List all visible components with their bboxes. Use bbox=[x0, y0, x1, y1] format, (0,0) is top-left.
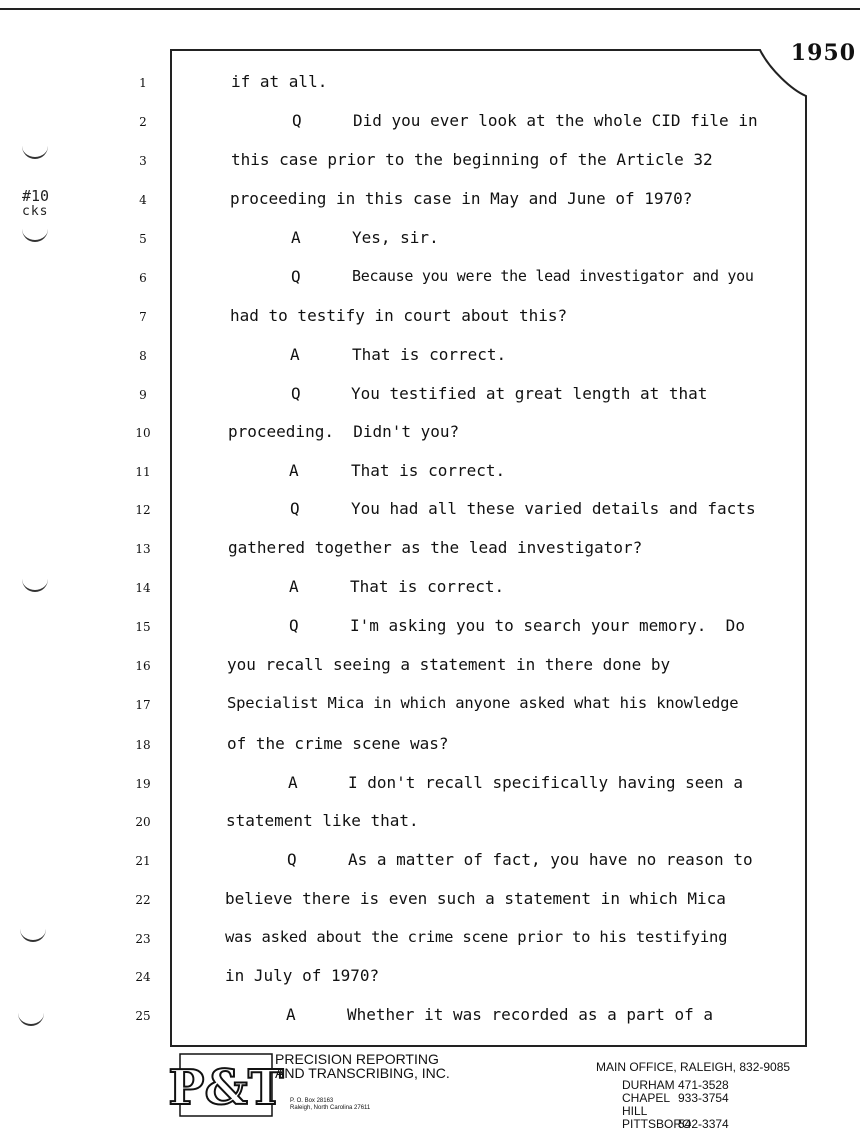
company-address bbox=[290, 1098, 370, 1112]
transcript-line bbox=[0, 889, 860, 913]
speaker-label: Q bbox=[290, 499, 300, 518]
line-text: if at all. bbox=[231, 72, 328, 91]
transcript-line bbox=[0, 616, 860, 640]
line-number: 4 bbox=[139, 193, 147, 207]
speaker-label: A bbox=[289, 577, 299, 596]
line-number: 18 bbox=[135, 738, 151, 752]
line-text: Because you were the lead investigator and you bbox=[352, 267, 754, 285]
main-office: MAIN OFFICE, RALEIGH, 832-9085 bbox=[596, 1060, 791, 1074]
line-number: 5 bbox=[139, 232, 147, 246]
transcript-line bbox=[0, 538, 860, 562]
transcript-line bbox=[0, 150, 860, 174]
branch-phone: 471-3528 bbox=[678, 1078, 729, 1092]
line-number: 12 bbox=[135, 503, 151, 517]
transcript-line bbox=[0, 655, 860, 679]
margin-note-line1: #10 bbox=[22, 187, 50, 205]
line-text: Yes, sir. bbox=[352, 228, 439, 247]
top-rule bbox=[0, 8, 860, 10]
line-text: believe there is even such a statement in which Mica bbox=[225, 889, 726, 908]
transcript-line bbox=[0, 928, 860, 952]
company-name-line2: AND TRANSCRIBING, INC. bbox=[275, 1065, 450, 1081]
line-number: 21 bbox=[135, 854, 151, 868]
line-text: had to testify in court about this? bbox=[230, 306, 568, 325]
speaker-label: Q bbox=[289, 616, 299, 635]
line-number: 17 bbox=[135, 698, 151, 712]
line-number: 16 bbox=[135, 659, 151, 673]
branch-phone: 542-3374 bbox=[678, 1117, 729, 1131]
line-text: As a matter of fact, you have no reason to bbox=[348, 850, 753, 869]
page-number: 1950 bbox=[790, 40, 856, 66]
speaker-label: Q bbox=[292, 111, 302, 130]
logo-mark: P&T bbox=[168, 1060, 284, 1116]
margin-note-line2: cks bbox=[22, 204, 49, 219]
line-number: 24 bbox=[135, 970, 151, 984]
footer bbox=[0, 1048, 860, 1131]
speaker-label: A bbox=[288, 773, 298, 792]
line-number: 20 bbox=[135, 815, 151, 829]
transcript-line bbox=[0, 461, 860, 485]
transcript-line bbox=[0, 577, 860, 601]
transcript-line bbox=[0, 228, 860, 252]
transcript-line bbox=[0, 72, 860, 96]
po-box: P. O. Box 28163 bbox=[290, 1098, 334, 1104]
transcript-line bbox=[0, 111, 860, 135]
branch-offices bbox=[622, 1079, 758, 1131]
branch-phone: 933-3754 bbox=[678, 1091, 729, 1105]
line-text: You testified at great length at that bbox=[351, 384, 708, 403]
speaker-label: Q bbox=[291, 384, 301, 403]
company-name-line1: PRECISION REPORTING bbox=[275, 1051, 439, 1067]
transcript-line bbox=[0, 811, 860, 835]
line-number: 9 bbox=[139, 388, 147, 402]
line-number: 7 bbox=[139, 310, 147, 324]
transcript-line bbox=[0, 734, 860, 758]
line-number: 6 bbox=[139, 271, 147, 285]
transcript-line bbox=[0, 306, 860, 330]
line-text: statement like that. bbox=[226, 811, 419, 830]
line-number: 14 bbox=[135, 581, 151, 595]
line-text: of the crime scene was? bbox=[227, 734, 449, 753]
transcript-line bbox=[0, 267, 860, 291]
company-name bbox=[275, 1052, 450, 1080]
line-number: 19 bbox=[135, 777, 151, 791]
line-text: I'm asking you to search your memory. Do bbox=[350, 616, 745, 635]
transcript-line bbox=[0, 422, 860, 446]
line-text: Did you ever look at the whole CID file in bbox=[353, 111, 758, 130]
line-number: 10 bbox=[135, 426, 151, 440]
line-text: Whether it was recorded as a part of a bbox=[347, 1005, 714, 1024]
line-text: gathered together as the lead investigator? bbox=[228, 538, 643, 557]
branch-office bbox=[622, 1092, 758, 1118]
line-text: That is correct. bbox=[350, 577, 505, 596]
transcript-line bbox=[0, 189, 860, 213]
line-text: proceeding in this case in May and June of 1970? bbox=[230, 189, 693, 208]
line-text: this case prior to the beginning of the Article 32 bbox=[231, 150, 713, 169]
line-text: That is correct. bbox=[351, 461, 506, 480]
transcript-line bbox=[0, 694, 860, 718]
transcript-line bbox=[0, 850, 860, 874]
line-text: you recall seeing a statement in there done by bbox=[227, 655, 671, 674]
transcript-line bbox=[0, 966, 860, 990]
line-text: proceeding. Didn't you? bbox=[228, 422, 460, 441]
line-text: That is correct. bbox=[352, 345, 507, 364]
branch-office bbox=[622, 1118, 758, 1131]
line-number: 11 bbox=[135, 465, 151, 479]
line-text: in July of 1970? bbox=[225, 966, 380, 985]
speaker-label: Q bbox=[287, 850, 297, 869]
line-number: 1 bbox=[139, 76, 147, 90]
speaker-label: A bbox=[290, 345, 300, 364]
city-state: Raleigh, North Carolina 27611 bbox=[290, 1105, 371, 1111]
line-number: 8 bbox=[139, 349, 147, 363]
line-text: was asked about the crime scene prior to his testifying bbox=[225, 928, 728, 946]
line-number: 25 bbox=[135, 1009, 151, 1023]
transcript-line bbox=[0, 499, 860, 523]
branch-city: CHAPEL HILL bbox=[622, 1091, 670, 1118]
line-number: 3 bbox=[139, 154, 147, 168]
transcript-line bbox=[0, 384, 860, 408]
line-text: Specialist Mica in which anyone asked what his knowledge bbox=[227, 694, 739, 712]
speaker-label: A bbox=[291, 228, 301, 247]
branch-city: DURHAM bbox=[622, 1078, 675, 1092]
line-number: 2 bbox=[139, 115, 147, 129]
speaker-label: Q bbox=[291, 267, 301, 286]
transcript-line bbox=[0, 1005, 860, 1029]
transcript-line bbox=[0, 345, 860, 369]
line-number: 15 bbox=[135, 620, 151, 634]
branch-city: PITTSBORO bbox=[622, 1117, 692, 1131]
speaker-label: A bbox=[289, 461, 299, 480]
transcript-line bbox=[0, 773, 860, 797]
line-text: You had all these varied details and facts bbox=[351, 499, 756, 518]
line-number: 23 bbox=[135, 932, 151, 946]
line-number: 13 bbox=[135, 542, 151, 556]
company-logo bbox=[168, 1052, 284, 1118]
line-text: I don't recall specifically having seen a bbox=[348, 773, 743, 792]
line-number: 22 bbox=[135, 893, 151, 907]
speaker-label: A bbox=[286, 1005, 296, 1024]
